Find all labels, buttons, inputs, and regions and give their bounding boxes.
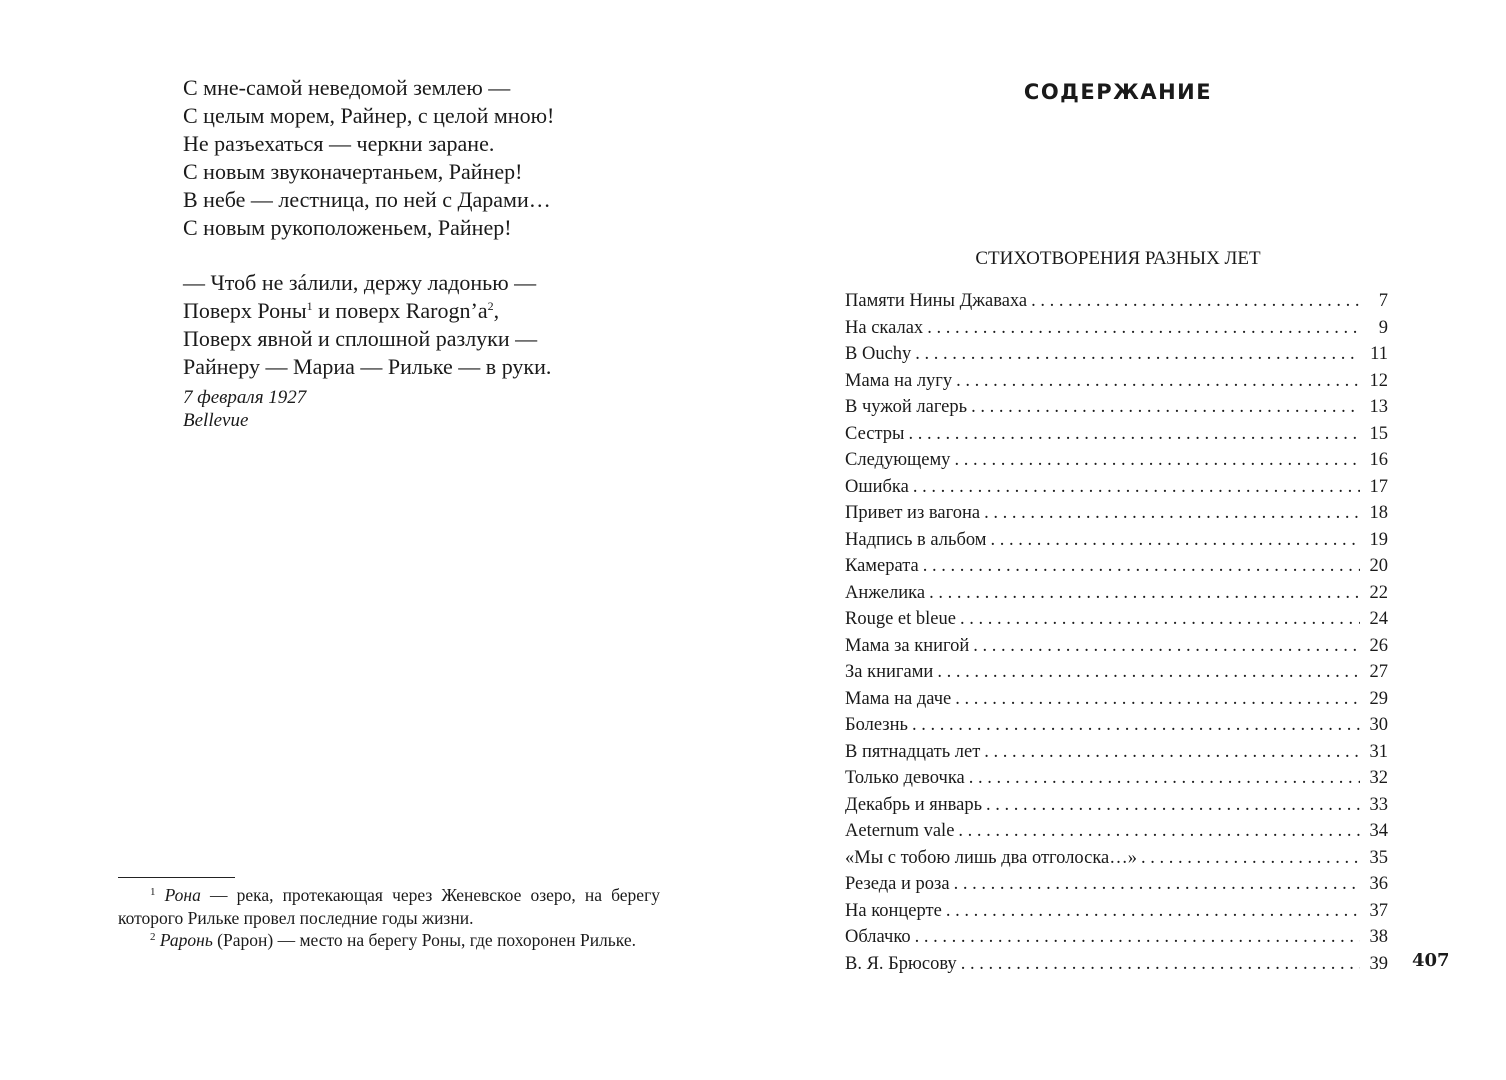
footnote-number: 2 (150, 931, 156, 943)
toc-entry[interactable] (845, 580, 1388, 607)
poem-line (183, 297, 554, 325)
poem-place: Bellevue (183, 410, 249, 431)
toc-leader-dots (971, 394, 1360, 421)
poem-line: С новым рукоположеньем, Райнер! (183, 215, 512, 240)
toc-entry-title: Декабрь и январь (845, 794, 983, 815)
toc-leader-dots (954, 871, 1360, 898)
toc-entry[interactable] (845, 792, 1388, 819)
poem-line: Поверх явной и сплошной разлуки — (183, 326, 538, 351)
toc-entry-page: 29 (1369, 688, 1388, 709)
toc-entry[interactable] (845, 368, 1388, 395)
toc-leader-dots (1141, 845, 1360, 872)
toc-entry[interactable] (845, 500, 1388, 527)
page-number: 407 (1412, 950, 1450, 971)
toc-entry-title: На концерте (845, 900, 942, 921)
toc-entry-title: Надпись в альбом (845, 529, 987, 550)
footnote (118, 884, 660, 929)
toc-entry[interactable] (845, 553, 1388, 580)
toc-entry-page: 20 (1369, 556, 1388, 576)
toc-entry[interactable] (845, 315, 1388, 342)
toc-entry-title: Rouge et bleue (845, 609, 956, 629)
toc-leader-dots (908, 421, 1360, 448)
table-of-contents (845, 288, 1388, 977)
poem-line: Не разъехаться — черкни заране. (183, 131, 495, 156)
toc-entry[interactable] (845, 421, 1388, 448)
footnote-number: 1 (150, 886, 156, 898)
toc-entry-page: 31 (1369, 741, 1388, 762)
toc-entry-page: 7 (1378, 291, 1388, 311)
toc-entry-page: 35 (1369, 847, 1388, 868)
toc-entry-title: Болезнь (845, 715, 908, 735)
toc-entry[interactable] (845, 288, 1388, 315)
toc-entry-title: Мама на даче (845, 688, 952, 709)
toc-entry-title: В пятнадцать лет (845, 741, 981, 762)
toc-entry-title: В чужой лагерь (845, 397, 968, 417)
toc-entry-title: На скалах (845, 317, 924, 338)
toc-leader-dots (923, 553, 1360, 580)
toc-leader-dots (1031, 288, 1360, 315)
poem-line: В небе — лестница, по ней с Дарами… (183, 187, 551, 212)
poem-stanza-1 (183, 74, 554, 242)
toc-entry-page: 24 (1369, 609, 1388, 629)
toc-leader-dots (990, 527, 1360, 554)
toc-entry-title: Анжелика (845, 582, 926, 603)
toc-leader-dots (937, 659, 1360, 686)
poem-line: С новым звуконачертаньем, Райнер! (183, 159, 523, 184)
toc-entry-page: 13 (1369, 397, 1388, 417)
toc-entry-page: 15 (1369, 423, 1388, 444)
toc-entry-title: В. Я. Брюсову (845, 953, 957, 974)
toc-section-title: СТИХОТВОРЕНИЯ РАЗНЫХ ЛЕТ (975, 248, 1261, 269)
toc-entry-title: Мама на лугу (845, 370, 953, 391)
toc-leader-dots (915, 341, 1360, 368)
toc-entry-title: «Мы с тобою лишь два отголоска…» (845, 847, 1138, 868)
toc-entry-page: 12 (1369, 370, 1388, 391)
toc-leader-dots (929, 580, 1360, 607)
toc-leader-dots (915, 924, 1360, 951)
toc-entry-title: Камерата (845, 556, 919, 576)
toc-leader-dots (946, 898, 1360, 925)
toc-leader-dots (912, 712, 1360, 739)
poem-text: Поверх Роны (183, 298, 307, 323)
toc-leader-dots (927, 315, 1360, 342)
poem-line: Райнеру — Мариа — Рильке — в руки. (183, 354, 552, 379)
toc-entry-page: 39 (1369, 953, 1388, 974)
toc-entry-page: 19 (1369, 529, 1388, 550)
footnote-text: — река, протекающая через Женевское озеро, на берегу которого Рильке провел последние годы жизни. (118, 885, 660, 928)
toc-entry-title: Резеда и роза (845, 874, 950, 894)
toc-leader-dots (969, 765, 1360, 792)
toc-entry[interactable] (845, 871, 1388, 898)
poem-text: и поверх Rarogn’a (312, 298, 488, 323)
toc-leader-dots (956, 368, 1360, 395)
toc-entry-page: 38 (1369, 927, 1388, 947)
toc-entry-title: За книгами (845, 662, 934, 682)
toc-entry-page: 11 (1370, 344, 1388, 364)
toc-entry-page: 34 (1369, 821, 1388, 841)
toc-entry-page: 33 (1369, 794, 1388, 815)
poem (183, 74, 554, 432)
toc-entry-page: 27 (1369, 662, 1388, 682)
toc-entry[interactable] (845, 898, 1388, 925)
toc-entry-title: Мама за книгой (845, 635, 970, 656)
toc-entry-title: Облачко (845, 927, 911, 947)
poem-text: , (493, 298, 500, 323)
toc-entry-page: 37 (1369, 900, 1388, 921)
toc-entry[interactable] (845, 818, 1388, 845)
toc-entry[interactable] (845, 527, 1388, 554)
toc-leader-dots (984, 500, 1360, 527)
toc-entry-page: 16 (1369, 450, 1388, 470)
toc-entry[interactable] (845, 633, 1388, 660)
toc-leader-dots (984, 739, 1360, 766)
toc-entry-page: 32 (1369, 768, 1388, 788)
poem-stanza-2 (183, 269, 554, 381)
toc-leader-dots (973, 633, 1360, 660)
toc-entry-title: В Ouchy (845, 344, 912, 364)
toc-entry-title: Следующему (845, 450, 951, 470)
footnote-text: (Рарон) — место на берегу Роны, где похоронен Рильке. (212, 930, 636, 950)
poem-line: С мне-самой неведомой землею — (183, 75, 511, 100)
toc-title: СОДЕРЖАНИЕ (1023, 80, 1213, 104)
toc-entry[interactable] (845, 845, 1388, 872)
toc-entry[interactable] (845, 606, 1388, 633)
toc-entry-page: 17 (1369, 476, 1388, 497)
toc-entry[interactable] (845, 951, 1388, 978)
toc-leader-dots (955, 686, 1360, 713)
poem-line: — Чтоб не зáлили, держу ладонью — (183, 270, 537, 295)
toc-entry-title: Сестры (845, 423, 905, 444)
toc-leader-dots (961, 951, 1360, 978)
toc-entry-title: Ошибка (845, 476, 909, 497)
poem-line: С целым морем, Райнер, с целой мною! (183, 103, 555, 128)
footnote-rule (118, 877, 235, 878)
toc-leader-dots (913, 474, 1360, 501)
toc-entry-page: 26 (1369, 635, 1388, 656)
toc-entry[interactable] (845, 447, 1388, 474)
footnotes (118, 884, 660, 952)
toc-leader-dots (958, 818, 1360, 845)
toc-entry[interactable] (845, 712, 1388, 739)
toc-leader-dots (960, 606, 1360, 633)
toc-entry-page: 36 (1369, 874, 1388, 894)
toc-leader-dots (954, 447, 1360, 474)
poem-date: 7 февраля 1927 (183, 387, 307, 408)
toc-entry[interactable] (845, 765, 1388, 792)
footnote-term: Раронь (159, 930, 213, 950)
toc-entry-page: 9 (1378, 317, 1388, 338)
toc-entry[interactable] (845, 659, 1388, 686)
toc-leader-dots (986, 792, 1360, 819)
toc-entry[interactable] (845, 739, 1388, 766)
toc-entry[interactable] (845, 686, 1388, 713)
toc-entry-title: Привет из вагона (845, 503, 981, 523)
toc-entry-page: 18 (1369, 503, 1388, 523)
toc-entry[interactable] (845, 474, 1388, 501)
footnote-ref[interactable]: 1 (306, 299, 313, 313)
toc-entry-title: Только девочка (845, 768, 965, 788)
toc-entry-title: Памяти Нины Джаваха (845, 291, 1028, 311)
toc-entry[interactable] (845, 341, 1388, 368)
footnote-term: Рона (164, 885, 201, 905)
footnote-ref[interactable]: 2 (487, 299, 494, 313)
toc-entry-title: Aeternum vale (845, 821, 955, 841)
toc-entry[interactable] (845, 394, 1388, 421)
footnote (118, 929, 660, 952)
toc-entry[interactable] (845, 924, 1388, 951)
toc-entry-page: 30 (1369, 715, 1388, 735)
toc-entry-page: 22 (1369, 582, 1388, 603)
